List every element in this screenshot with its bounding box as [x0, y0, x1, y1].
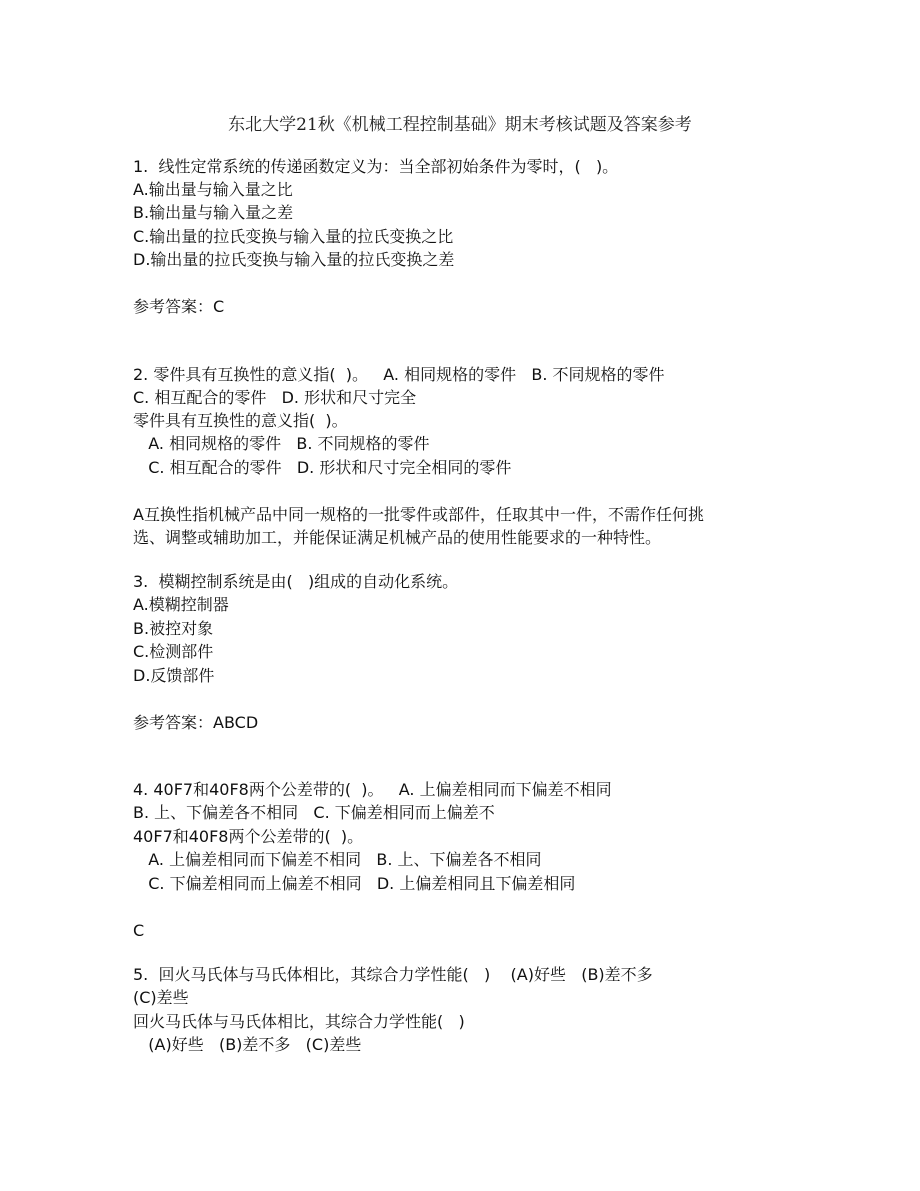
q2-stem: 2. 零件具有互换性的意义指( )。 A. 相同规格的零件 B. 不同规格的零件: [133, 365, 665, 384]
q3-option-b: B.被控对象: [133, 619, 214, 638]
q3-option-d: D.反馈部件: [133, 666, 215, 685]
q1-answer: 参考答案：C: [133, 297, 225, 316]
q5-stem-cont: (C)差些: [133, 988, 189, 1007]
q2-options-ab: A. 相同规格的零件 B. 不同规格的零件: [133, 434, 430, 453]
q1-option-d: D.输出量的拉氏变换与输入量的拉氏变换之差: [133, 250, 455, 269]
q2-restated: 零件具有互换性的意义指( )。: [133, 411, 348, 430]
q4-options-ab: A. 上偏差相同而下偏差不相同 B. 上、下偏差各不相同: [133, 850, 542, 869]
q4-options-cd: C. 下偏差相同而上偏差不相同 D. 上偏差相同且下偏差相同: [133, 874, 576, 893]
q1-stem: 1. 线性定常系统的传递函数定义为：当全部初始条件为零时，( )。: [133, 157, 619, 176]
q4-stem-cont: B. 上、下偏差各不相同 C. 下偏差相同而上偏差不: [133, 803, 495, 822]
q5-stem: 5. 回火马氏体与马氏体相比，其综合力学性能( ) (A)好些 (B)差不多: [133, 965, 653, 984]
q4-answer: C: [133, 921, 145, 940]
q1-option-c: C.输出量的拉氏变换与输入量的拉氏变换之比: [133, 227, 454, 246]
document-title: 东北大学21秋《机械工程控制基础》期末考核试题及答案参考: [228, 115, 692, 135]
q1-option-b: B.输出量与输入量之差: [133, 203, 294, 222]
q2-explanation-2: 选、调整或辅助加工，并能保证满足机械产品的使用性能要求的一种特性。: [133, 528, 662, 547]
q3-option-a: A.模糊控制器: [133, 595, 229, 614]
q3-answer: 参考答案：ABCD: [133, 713, 259, 732]
q1-option-a: A.输出量与输入量之比: [133, 180, 293, 199]
q5-restated: 回火马氏体与马氏体相比，其综合力学性能( ): [133, 1012, 465, 1031]
q3-stem: 3. 模糊控制系统是由( )组成的自动化系统。: [133, 572, 459, 591]
q5-options: (A)好些 (B)差不多 (C)差些: [133, 1035, 362, 1054]
q4-restated: 40F7和40F8两个公差带的( )。: [133, 827, 364, 846]
q2-explanation-1: A互换性指机械产品中同一规格的一批零件或部件，任取其中一件，不需作任何挑: [133, 505, 704, 524]
q4-stem: 4. 40F7和40F8两个公差带的( )。 A. 上偏差相同而下偏差不相同: [133, 780, 612, 799]
q3-option-c: C.检测部件: [133, 642, 214, 661]
q2-stem-cont: C. 相互配合的零件 D. 形状和尺寸完全: [133, 388, 417, 407]
q2-options-cd: C. 相互配合的零件 D. 形状和尺寸完全相同的零件: [133, 458, 512, 477]
